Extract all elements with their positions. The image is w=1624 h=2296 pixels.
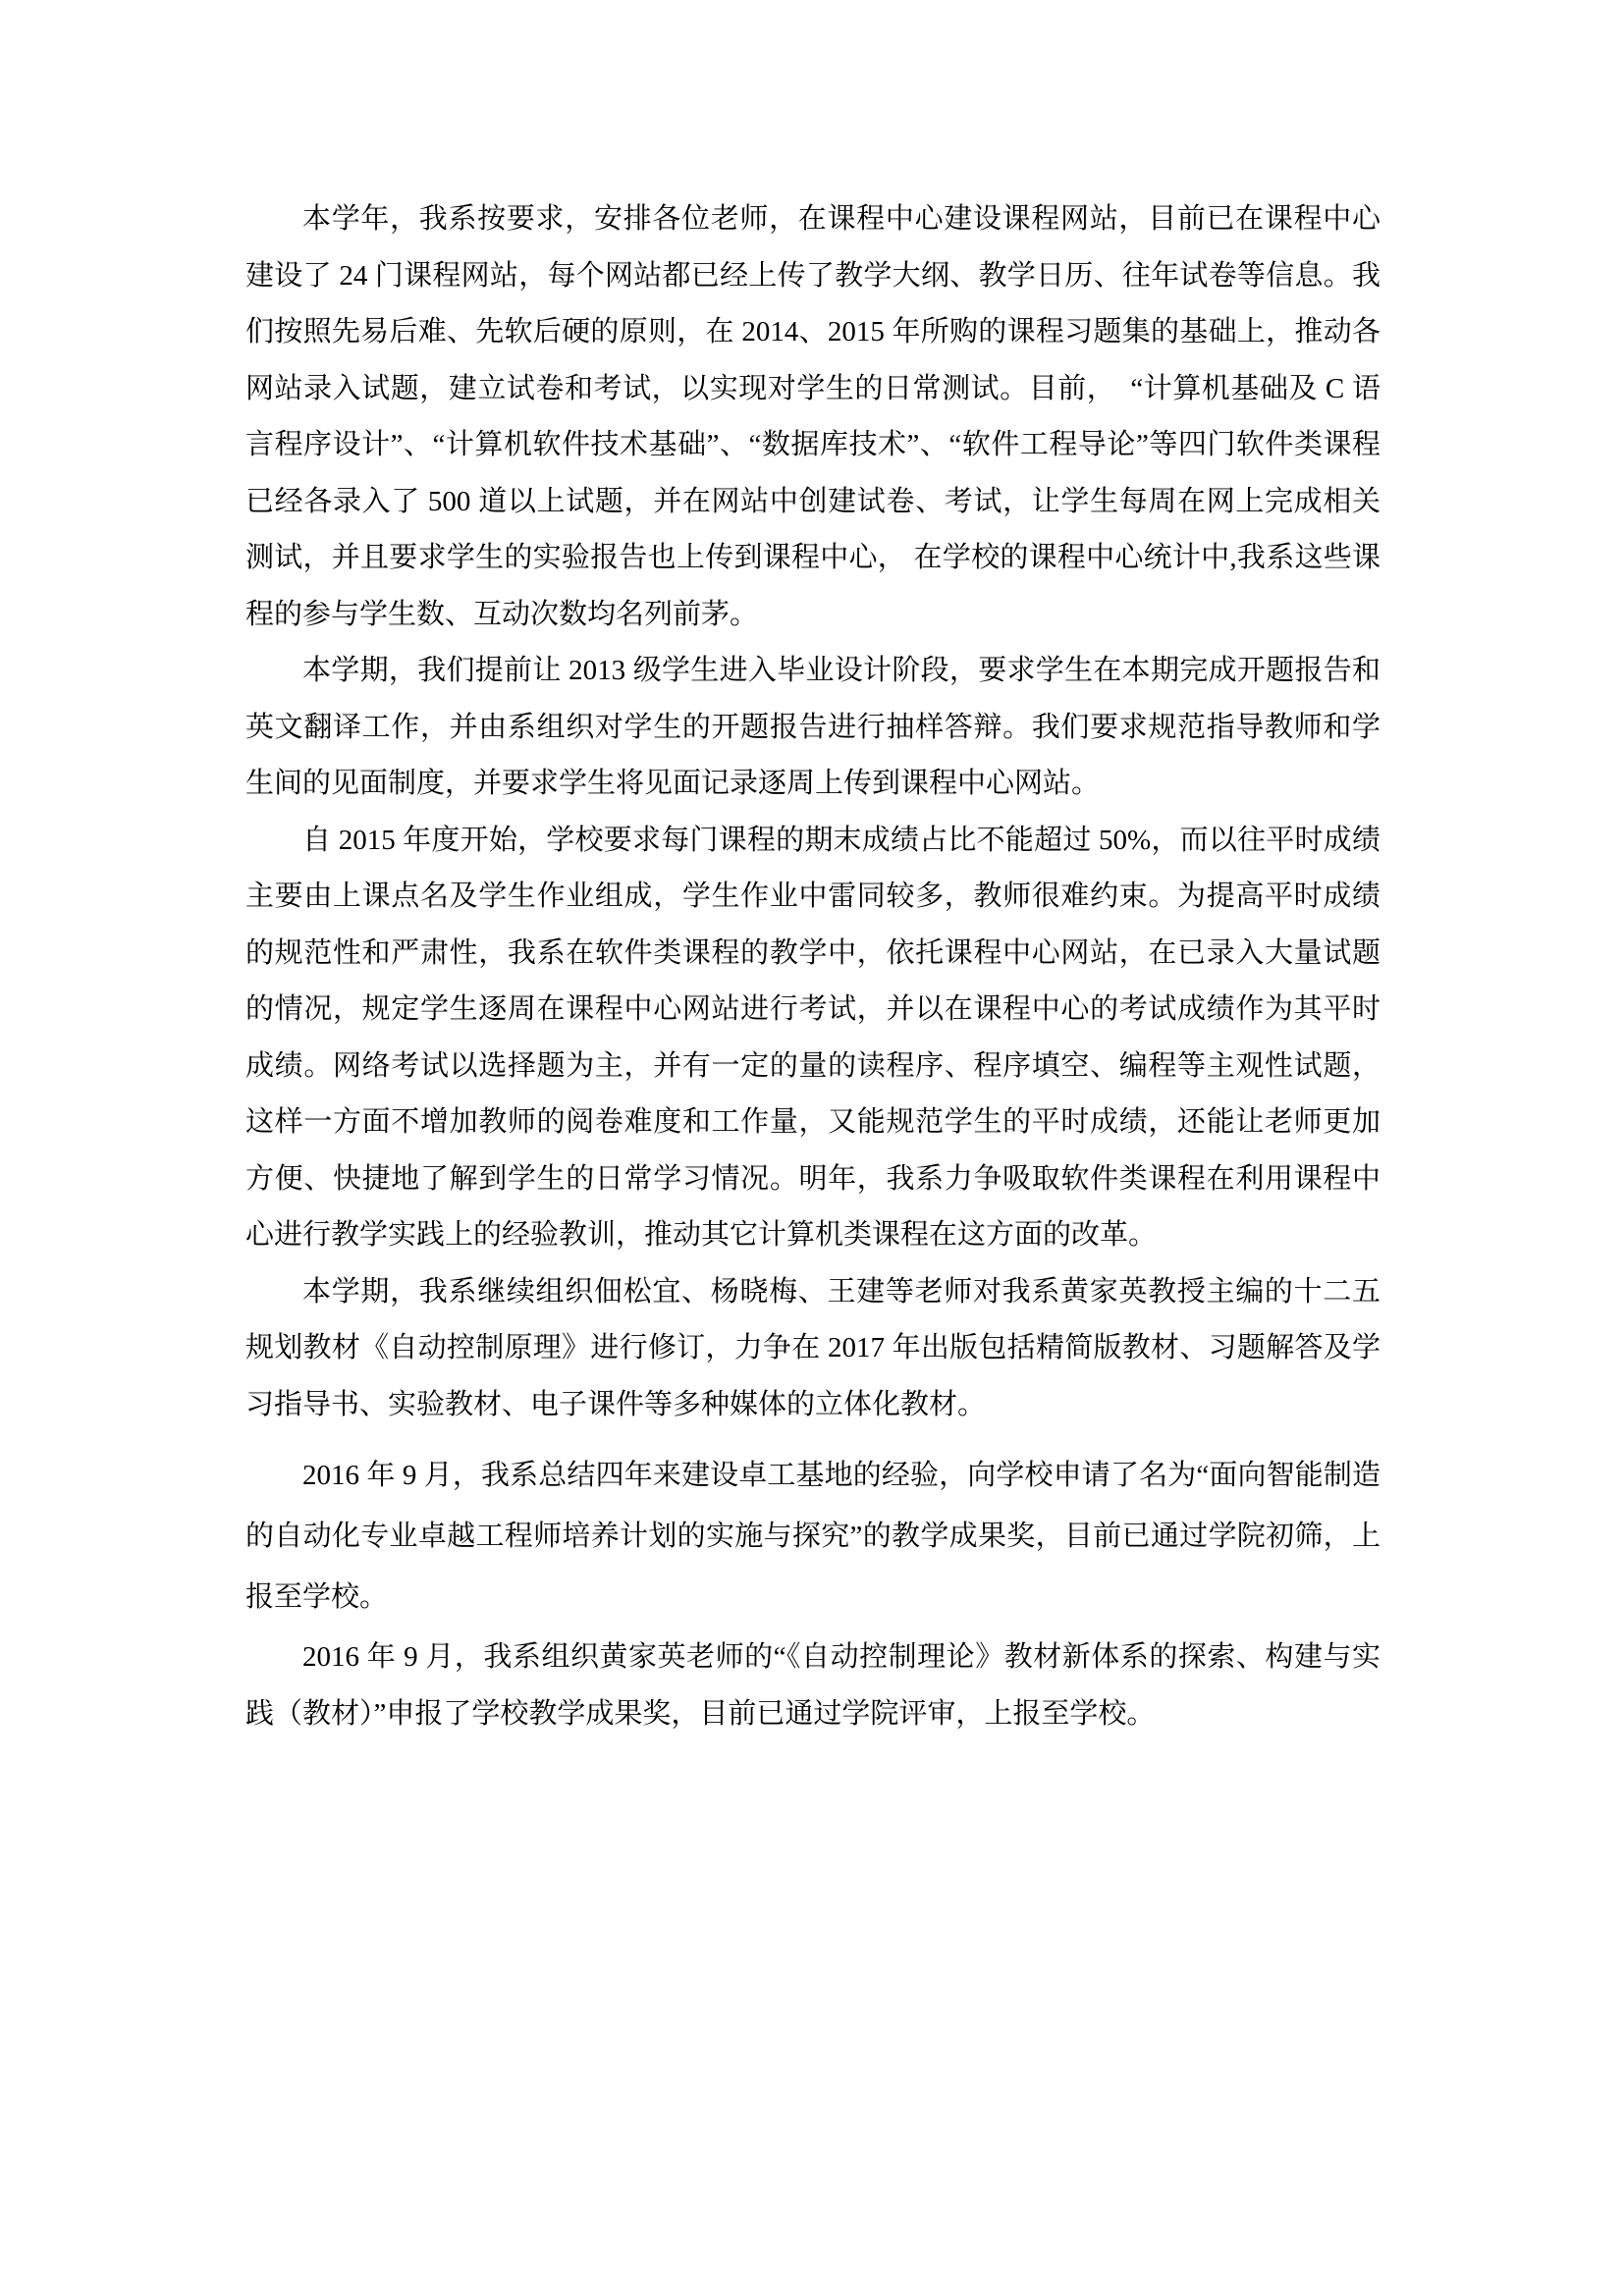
paragraph-teaching-award-application: 2016 年 9 月，我系总结四年来建设卓工基地的经验，向学校申请了名为“面向智能制造的自动化专业卓越工程师培养计划的实施与探究”的教学成果奖，目前已通过学院初筛，上报至学校。 <box>245 1460 1380 1613</box>
paragraph-textbook-award-application: 2016 年 9 月，我系组织黄家英老师的“《自动控制理论》教材新体系的探索、构建与实践（教材）”申报了学校教学成果奖，目前已通过学院评审，上报至学校。 <box>245 1641 1380 1730</box>
paragraph-textbook-revision: 本学期，我系继续组织佃松宜、杨晓梅、王建等老师对我系黄家英教授主编的十二五规划教材《自动控制原理》进行修订，力争在 2017 年出版包括精简版教材、习题解答及学习指导书、实验教材、电子课件等多种媒体的立体化教材。 <box>245 1275 1380 1420</box>
paragraph-course-websites: 本学年，我系按要求，安排各位老师，在课程中心建设课程网站，目前已在课程中心建设了 24 门课程网站，每个网站都已经上传了教学大纲、教学日历、往年试卷等信息。我们按照先易后难、先软后硬的原则，在 2014、2015 年所购的课程习题集的基础上，推动各网站录入试题，建立试卷和考试，以实现对学生的日常测试。目前， “计算机基础及 C 语言程序设计”、“计算机软件技术基础”、“数据库技术”、“软件工程导论”等四门软件类课程已经各录入了 500 道以上试题，并在网站中创建试卷、考试，让学生每周在网上完成相关测试，并且要求学生的实验报告也上传到课程中心， 在学校的课程中心统计中,我系这些课程的参与学生数、互动次数均名列前茅。 <box>245 203 1380 630</box>
paragraph-graduation-design: 本学期，我们提前让 2013 级学生进入毕业设计阶段，要求学生在本期完成开题报告和英文翻译工作，并由系组织对学生的开题报告进行抽样答辩。我们要求规范指导教师和学生间的见面制度，并要求学生将见面记录逐周上传到课程中心网站。 <box>245 655 1380 799</box>
paragraph-online-exams: 自 2015 年度开始，学校要求每门课程的期末成绩占比不能超过 50%，而以往平时成绩主要由上课点名及学生作业组成，学生作业中雷同较多，教师很难约束。为提高平时成绩的规范性和严肃性，我系在软件类课程的教学中，依托课程中心网站，在已录入大量试题的情况，规定学生逐周在课程中心网站进行考试，并以在课程中心的考试成绩作为其平时成绩。网络考试以选择题为主，并有一定的量的读程序、程序填空、编程等主观性试题，这样一方面不增加教师的阅卷难度和工作量，又能规范学生的平时成绩，还能让老师更加方便、快捷地了解到学生的日常学习情况。明年，我系力争吸取软件类课程在利用课程中心进行教学实践上的经验教训，推动其它计算机类课程在这方面的改革。 <box>245 824 1380 1251</box>
